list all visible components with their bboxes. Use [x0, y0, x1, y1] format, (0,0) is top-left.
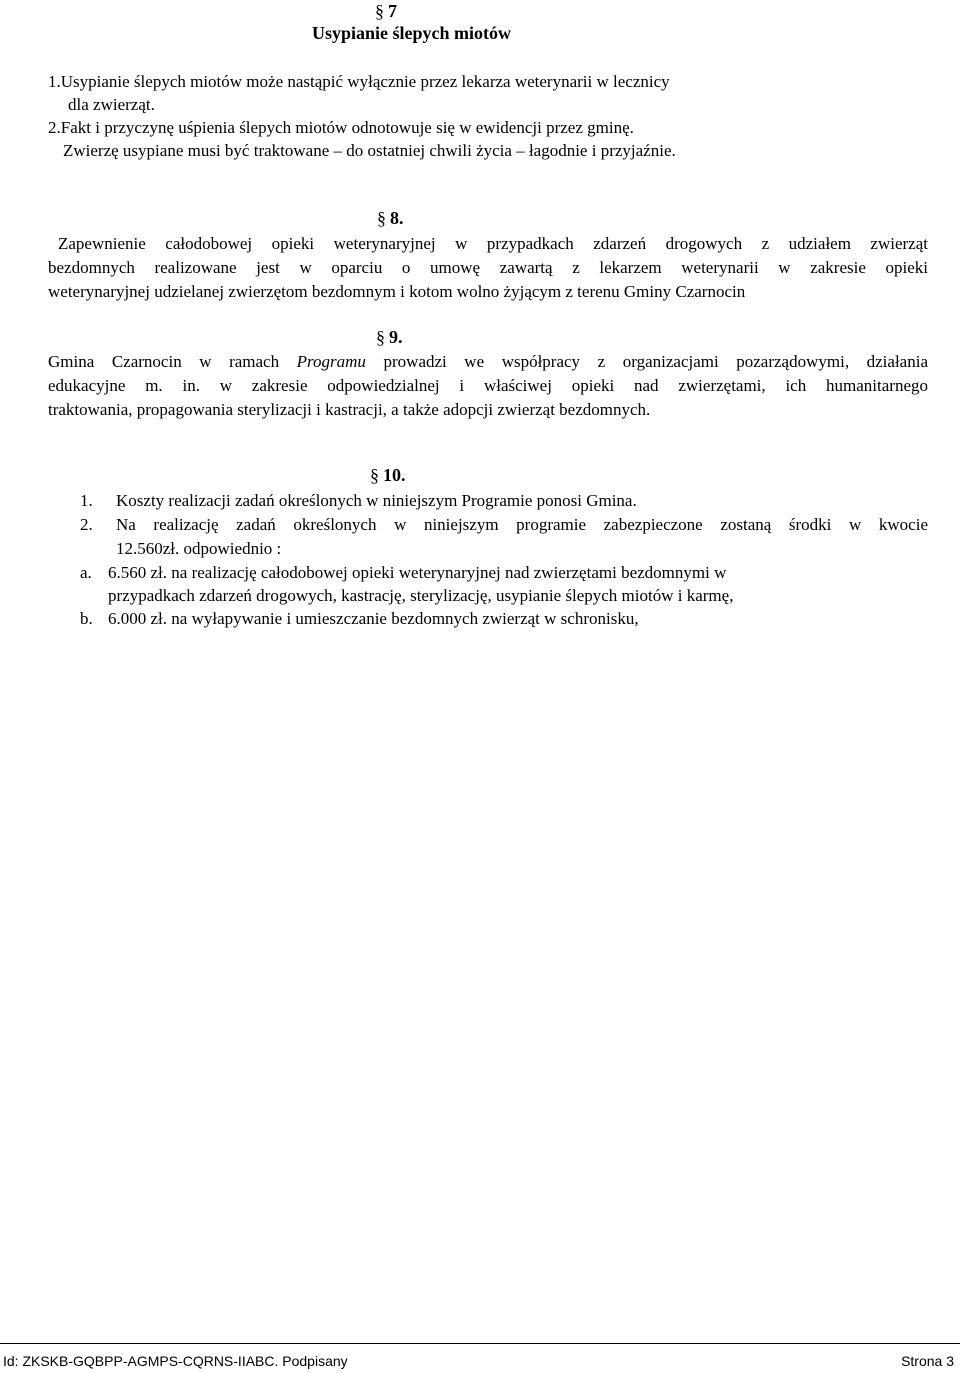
section-10-item-1-text: Koszty realizacji zadań określonych w niniejszym Programie ponosi Gmina. [116, 491, 637, 510]
section-8-line-2: bezdomnych realizowane jest w oparciu o umowę zawartą z lekarzem weterynarii w zakresie opieki [48, 258, 928, 277]
section-7-item-1-line-2: dla zwierząt. [68, 95, 155, 114]
section-10-item-a-line-1: 6.560 zł. na realizację całodobowej opieki weterynaryjnej nad zwierzętami bezdomnymi w [108, 563, 727, 582]
section-10-item-1-marker: 1. [80, 491, 93, 510]
section-10-item-2-line-2: 12.560zł. odpowiednio : [116, 539, 282, 558]
footer-document-id: Id: ZKSKB-GQBPP-AGMPS-CQRNS-IIABC. Podpisany [3, 1353, 348, 1369]
paragraph-sign: § [375, 1, 384, 21]
section-7-item-2-line-2: Zwierzę usypiane musi być traktowane – do ostatniej chwili życia – łagodnie i przyjaźnie. [63, 141, 676, 160]
footer-divider [0, 1343, 960, 1344]
section-7-number: § 7 [375, 1, 397, 21]
section-10-number: § 10. [370, 465, 406, 485]
section-9-line-2: edukacyjne m. in. w zakresie odpowiedzialnej i właściwej opieki nad zwierzętami, ich humanitarnego [48, 376, 928, 395]
program-italic: Programu [296, 352, 366, 371]
section-10-item-b-marker: b. [80, 609, 93, 628]
section-10-item-a-marker: a. [80, 563, 92, 582]
section-7-title: Usypianie ślepych miotów [312, 23, 512, 43]
section-9-line-3: traktowania, propagowania sterylizacji i kastracji, a także adopcji zwierząt bezdomnych. [48, 400, 651, 419]
section-8-number: § 8. [377, 208, 404, 228]
section-9-number: § 9. [376, 327, 403, 347]
section-8-line-1: Zapewnienie całodobowej opieki weterynaryjnej w przypadkach zdarzeń drogowych z udziałem zwierząt [58, 234, 928, 253]
footer-page-number: Strona 3 [901, 1353, 954, 1369]
section-7-item-1-line-1: 1.Usypianie ślepych miotów może nastąpić wyłącznie przez lekarza weterynarii w lecznicy [48, 72, 670, 91]
section-10-item-b-text: 6.000 zł. na wyłapywanie i umieszczanie bezdomnych zwierząt w schronisku, [108, 609, 639, 628]
section-10-item-2-line-1: Na realizację zadań określonych w niniejszym programie zabezpieczone zostaną środki w kwocie [116, 515, 928, 534]
section-9-line-1: Gmina Czarnocin w ramach Programu prowadzi we współpracy z organizacjami pozarządowymi, działania [48, 352, 928, 371]
section-7-item-2-line-1: 2.Fakt i przyczynę uśpienia ślepych miotów odnotowuje się w ewidencji przez gminę. [48, 118, 634, 137]
section-10-item-a-line-2: przypadkach zdarzeń drogowych, kastrację, sterylizację, usypianie ślepych miotów i karmę, [108, 586, 734, 605]
section-10-item-2-marker: 2. [80, 515, 93, 534]
section-8-line-3: weterynaryjnej udzielanej zwierzętom bezdomnym i kotom wolno żyjącym z terenu Gminy Czarnocin [48, 282, 746, 301]
